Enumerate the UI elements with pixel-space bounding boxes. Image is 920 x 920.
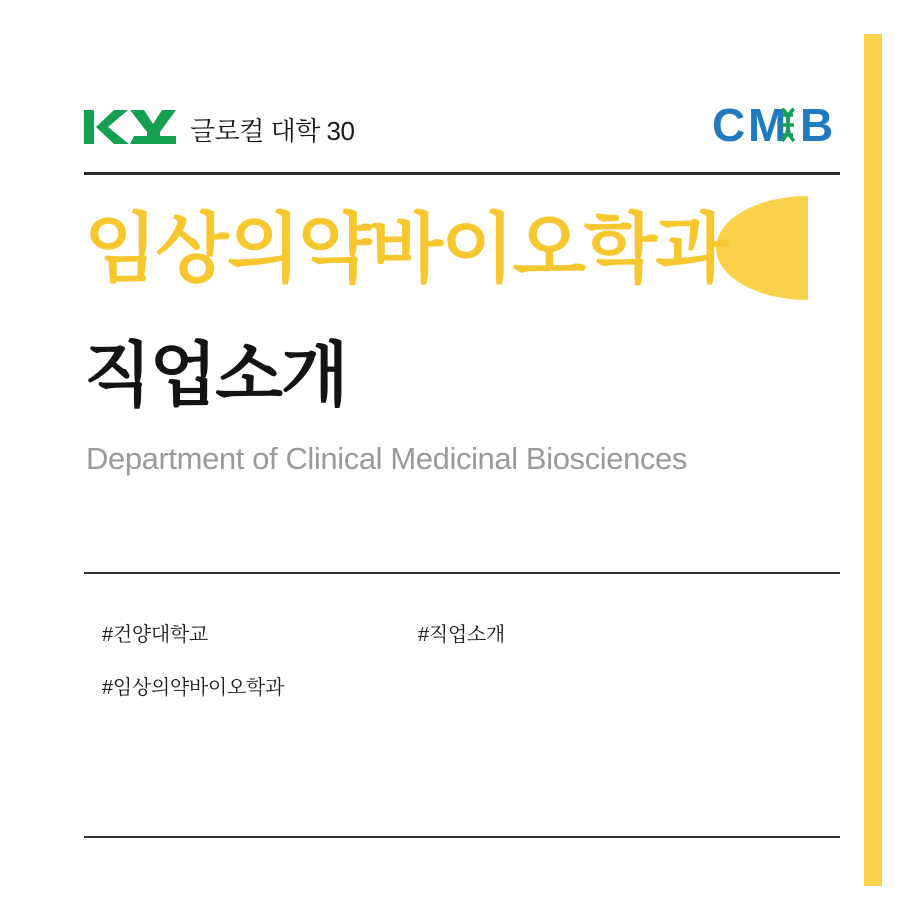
hashtag-item: #임상의약바이오학과	[102, 677, 285, 699]
decorative-side-bar	[864, 34, 882, 886]
hashtag-group	[102, 618, 802, 724]
poster-content	[84, 0, 840, 920]
divider-top	[84, 172, 840, 175]
brand-left-group	[84, 106, 354, 153]
hashtag-item: #건양대학교	[102, 624, 208, 646]
ky-university-logo-icon	[84, 106, 176, 153]
divider-bottom	[84, 836, 840, 838]
hashtag-row	[102, 618, 802, 647]
title-highlight: 임상의약바이오학과	[84, 207, 727, 292]
svg-text:C: C	[712, 100, 746, 151]
subtitle-english: Department of Clinical Medicinal Biosciences	[86, 441, 687, 476]
hashtag-item	[418, 671, 734, 700]
title-main: 직업소개	[84, 336, 347, 414]
poster-header	[84, 98, 840, 160]
svg-text:B: B	[800, 100, 834, 151]
cmb-department-logo-icon	[712, 101, 840, 158]
svg-text:M: M	[748, 100, 787, 151]
hashtag-row	[102, 671, 802, 700]
divider-middle	[84, 572, 840, 574]
hashtag-item: #직업소개	[418, 624, 505, 646]
program-label: 글로컬 대학 30	[190, 115, 355, 146]
